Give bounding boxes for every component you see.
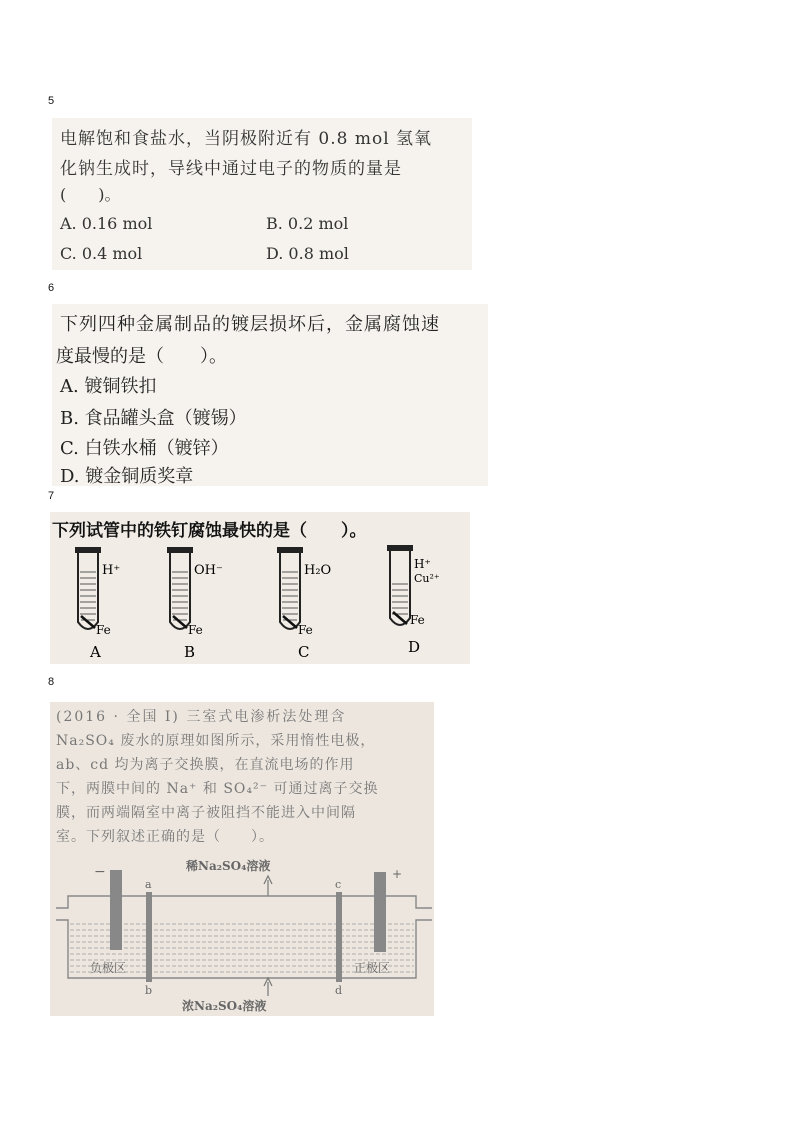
tube-a-ion: H⁺ — [102, 563, 121, 578]
tube-c-label: C — [298, 643, 310, 661]
positive-terminal-label: + — [392, 867, 403, 881]
anode-electrode — [374, 872, 386, 952]
q6-option-c: C. 白铁水桶（镀锌） — [60, 438, 229, 459]
q6-stem-line2: 度最慢的是（ ）。 — [56, 346, 227, 367]
q8-stem-line5: 膜，而两端隔室中离子被阻挡不能进入中间隔 — [56, 805, 356, 821]
tube-a-label: A — [90, 643, 101, 661]
tube-b-ion: OH⁻ — [194, 563, 223, 578]
q7-stem: 下列试管中的铁钉腐蚀最快的是（ ）。 — [52, 521, 367, 541]
q5-stem-line1: 电解饱和食盐水，当阴极附近有 0.8 mol 氢氧 — [60, 129, 433, 149]
membrane-label-c: c — [335, 878, 342, 891]
dilute-solution-label: 稀Na₂SO₄溶液 — [186, 859, 271, 873]
tube-b — [167, 547, 223, 661]
tube-a-metal: Fe — [96, 623, 111, 637]
question-8-block — [50, 702, 434, 1016]
tube-c-ion: H₂O — [304, 563, 332, 578]
q8-stem-line2: Na₂SO₄ 废水的原理如图所示，采用惰性电极， — [56, 733, 376, 749]
question-number-8: 8 — [48, 676, 55, 688]
membrane-ab — [146, 892, 152, 982]
q8-stem-line1: (2016 · 全国 Ⅰ) 三室式电渗析法处理含 — [56, 709, 347, 725]
question-6-block — [52, 304, 488, 486]
question-number-7: 7 — [48, 490, 55, 502]
negative-terminal-label: − — [94, 864, 106, 880]
q6-option-a: A. 镀铜铁扣 — [60, 376, 157, 397]
membrane-cd — [336, 892, 342, 982]
question-7-block — [50, 512, 470, 664]
tube-d-label: D — [408, 638, 421, 656]
membrane-label-d: d — [335, 984, 343, 997]
membrane-label-b: b — [145, 984, 153, 997]
q5-option-a: A. 0.16 mol — [60, 214, 153, 233]
tube-b-metal: Fe — [188, 623, 203, 637]
q5-stem-line3: ( )。 — [60, 185, 121, 204]
q5-option-b: B. 0.2 mol — [266, 214, 349, 233]
tube-d — [387, 545, 440, 656]
tube-d-metal: Fe — [410, 613, 425, 627]
q5-stem-line2: 化钠生成时，导线中通过电子的物质的量是 — [60, 159, 402, 179]
membrane-label-a: a — [145, 878, 152, 891]
q6-option-b: B. 食品罐头盒（镀锡） — [60, 408, 247, 429]
question-number-6: 6 — [48, 282, 55, 294]
anode-zone-label: 正极区 — [354, 961, 391, 975]
q5-option-d: D. 0.8 mol — [266, 244, 349, 263]
q5-option-c: C. 0.4 mol — [60, 244, 143, 263]
cathode-electrode — [110, 870, 122, 950]
question-5-block — [52, 118, 472, 270]
cathode-zone-label: 负极区 — [90, 961, 127, 975]
q8-stem-line6: 室。下列叙述正确的是（ ）。 — [56, 829, 274, 845]
q8-electrodialysis-diagram — [50, 848, 434, 1016]
q6-stem-line1: 下列四种金属制品的镀层损坏后，金属腐蚀速 — [60, 314, 440, 335]
tube-c-metal: Fe — [298, 623, 313, 637]
tube-b-label: B — [184, 643, 196, 661]
tube-d-ion: H⁺ — [414, 557, 431, 571]
q7-test-tubes-figure — [50, 544, 470, 664]
question-number-5: 5 — [48, 95, 55, 107]
tube-a — [75, 547, 120, 661]
q8-stem-line4: 下，两膜中间的 Na⁺ 和 SO₄²⁻ 可通过离子交换 — [56, 781, 379, 797]
q8-stem-line3: ab、cd 均为离子交换膜，在直流电场的作用 — [56, 757, 355, 773]
concentrated-solution-label: 浓Na₂SO₄溶液 — [182, 999, 267, 1013]
tube-c — [277, 547, 331, 661]
tube-d-ion2: Cu²⁺ — [414, 572, 440, 585]
q6-option-d: D. 镀金铜质奖章 — [60, 466, 194, 487]
